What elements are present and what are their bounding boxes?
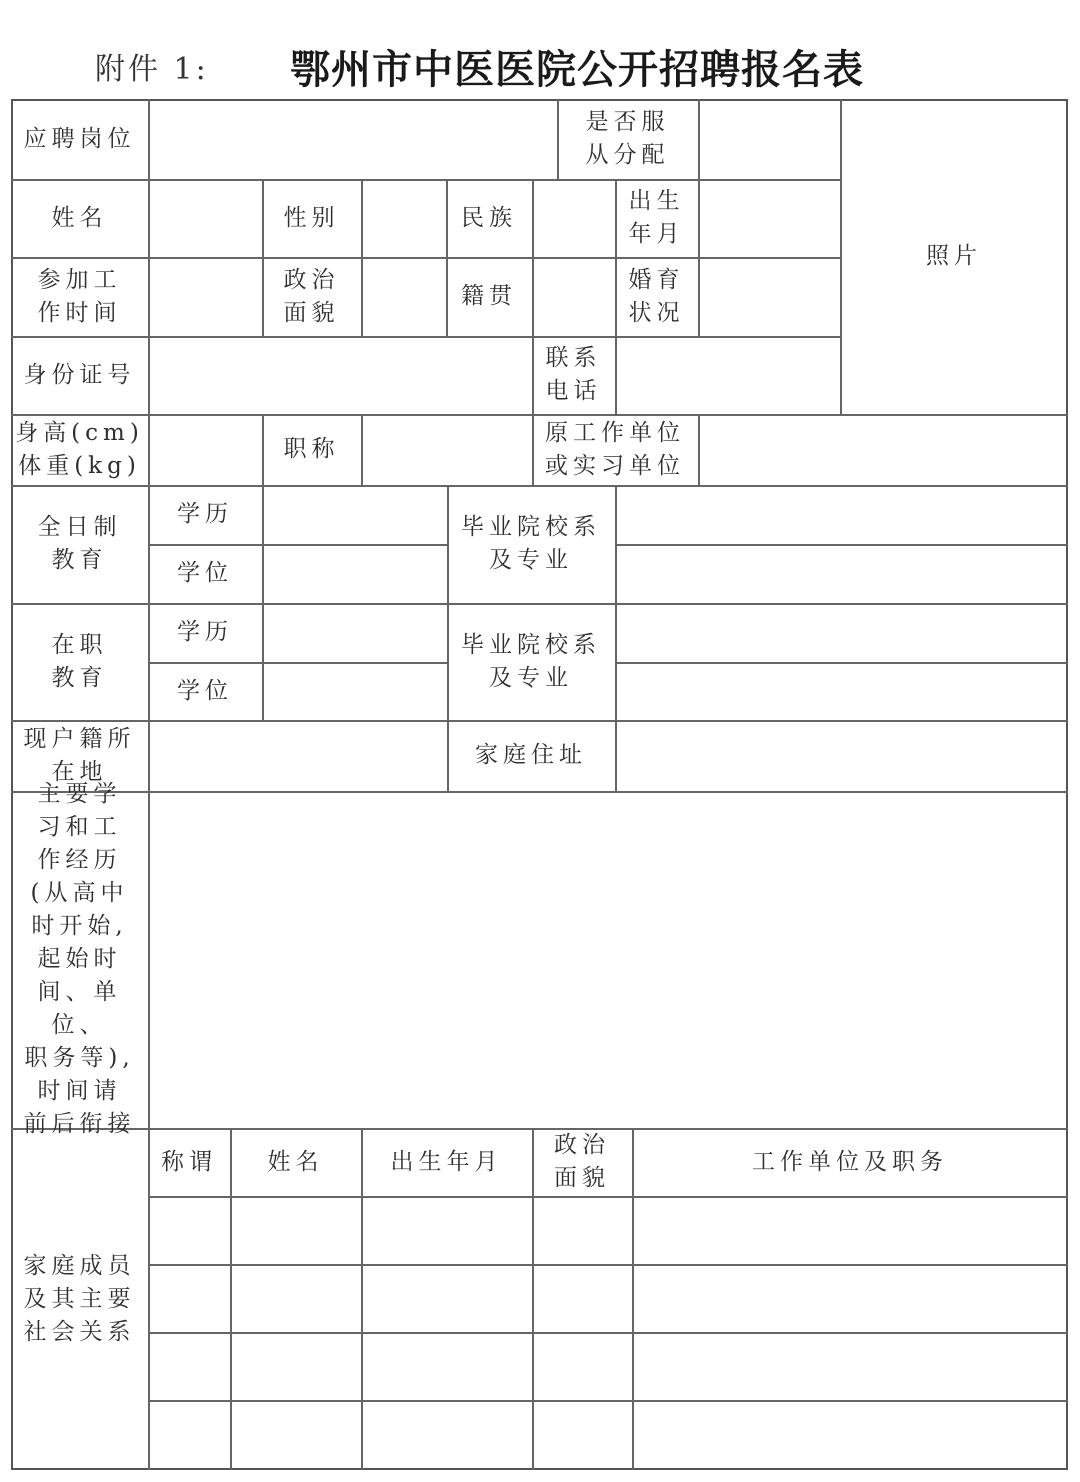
family-row-name-cell[interactable] bbox=[230, 1264, 361, 1332]
family-row-political-cell[interactable] bbox=[532, 1196, 632, 1264]
inservice-edu-label bbox=[11, 603, 148, 720]
hukou-label-line: 现户籍所 bbox=[23, 725, 136, 752]
prev-employer-label bbox=[532, 414, 698, 485]
family-row-birth-cell[interactable] bbox=[361, 1196, 532, 1264]
inservice-edu-label-line: 在职 bbox=[51, 631, 108, 658]
fulltime-degree-field[interactable] bbox=[262, 544, 447, 603]
inservice-school-label-line: 毕业院校系 bbox=[461, 631, 601, 658]
family-header-relation bbox=[148, 1128, 230, 1196]
address-field[interactable] bbox=[615, 720, 1068, 791]
work-start-label-line: 作时间 bbox=[37, 299, 122, 326]
native-place-label bbox=[446, 257, 532, 336]
political-label bbox=[262, 257, 361, 336]
height-weight-label-line: 身高(cm) bbox=[15, 419, 144, 446]
inservice-major-field[interactable] bbox=[615, 662, 1068, 720]
fulltime-degree-level-field[interactable] bbox=[262, 485, 447, 544]
family-label-line: 及其主要 bbox=[23, 1285, 136, 1312]
gender-label-line: 性别 bbox=[283, 204, 340, 231]
phone-label bbox=[532, 336, 615, 414]
address-label bbox=[447, 720, 615, 791]
id-number-label-line: 身份证号 bbox=[23, 361, 136, 388]
height-weight-label bbox=[11, 414, 148, 485]
family-label-line: 家庭成员 bbox=[23, 1252, 136, 1279]
ethnicity-label-line: 民族 bbox=[461, 204, 517, 231]
attachment-label: 附件 1: bbox=[95, 52, 209, 87]
fulltime-school-label-line: 毕业院校系 bbox=[461, 514, 601, 540]
family-row-relation-cell[interactable] bbox=[148, 1400, 230, 1470]
family-row-relation-cell[interactable] bbox=[148, 1332, 230, 1400]
experience-label bbox=[11, 781, 148, 1137]
family-row-birth-cell[interactable] bbox=[361, 1264, 532, 1332]
id-number-label bbox=[11, 336, 148, 414]
inservice-degree-level-label bbox=[148, 603, 262, 662]
birth-label-line: 出生 bbox=[628, 188, 685, 214]
family-row-relation-cell[interactable] bbox=[148, 1264, 230, 1332]
family-row-birth-cell[interactable] bbox=[361, 1400, 532, 1470]
experience-label-line: 时间请 bbox=[37, 1078, 122, 1104]
photo-box-line: 照片 bbox=[926, 243, 982, 269]
inservice-degree-level-field[interactable] bbox=[262, 603, 447, 662]
name-label bbox=[11, 179, 148, 257]
title-label bbox=[262, 414, 361, 485]
family-header-birth bbox=[361, 1128, 532, 1196]
fulltime-school-label bbox=[447, 485, 615, 603]
experience-label-line: 前后衔接 bbox=[23, 1111, 136, 1137]
inservice-degree-level-label-line: 学历 bbox=[177, 619, 233, 645]
birth-label bbox=[615, 179, 698, 257]
inservice-school-field[interactable] bbox=[615, 603, 1068, 662]
form-title: 鄂州市中医医院公开招聘报名表 bbox=[290, 46, 864, 93]
political-label-line: 面貌 bbox=[283, 299, 340, 326]
native-place-field[interactable] bbox=[532, 257, 615, 336]
family-row-political-cell[interactable] bbox=[532, 1332, 632, 1400]
address-label-line: 家庭住址 bbox=[475, 742, 587, 768]
fulltime-degree-label bbox=[148, 544, 262, 603]
accept-assignment-label-line: 是否服 bbox=[585, 109, 670, 135]
accept-assignment-label bbox=[557, 99, 698, 179]
photo-box bbox=[840, 99, 1068, 414]
accept-assignment-label-line: 从分配 bbox=[585, 142, 670, 168]
ethnicity-label bbox=[446, 179, 532, 257]
family-header-birth-line: 出生年月 bbox=[390, 1148, 503, 1175]
inservice-degree-label-line: 学位 bbox=[177, 677, 233, 704]
hukou-label-line: 在地 bbox=[51, 758, 108, 785]
family-label bbox=[11, 1128, 148, 1470]
inservice-edu-label-line: 教育 bbox=[51, 664, 108, 691]
ethnicity-field[interactable] bbox=[532, 179, 615, 257]
family-row-employer-cell[interactable] bbox=[632, 1264, 1068, 1332]
id-number-field[interactable] bbox=[148, 336, 532, 414]
name-label-line: 姓名 bbox=[51, 204, 108, 231]
family-header-relation-line: 称谓 bbox=[161, 1148, 217, 1175]
native-place-label-line: 籍贯 bbox=[461, 283, 517, 309]
accept-assignment-field[interactable] bbox=[698, 99, 840, 179]
experience-field[interactable] bbox=[148, 791, 1068, 1128]
family-row-political-cell[interactable] bbox=[532, 1400, 632, 1470]
position-label bbox=[11, 99, 148, 179]
family-row-name-cell[interactable] bbox=[230, 1332, 361, 1400]
family-row-employer-cell[interactable] bbox=[632, 1332, 1068, 1400]
fulltime-edu-label-line: 教育 bbox=[51, 547, 108, 573]
family-row-employer-cell[interactable] bbox=[632, 1400, 1068, 1470]
inservice-degree-label bbox=[148, 662, 262, 720]
fulltime-degree-label-line: 学位 bbox=[177, 560, 233, 586]
family-header-political-line: 面貌 bbox=[554, 1165, 610, 1191]
work-start-label bbox=[11, 257, 148, 336]
birth-field[interactable] bbox=[698, 179, 840, 257]
marital-label-line: 婚育 bbox=[628, 266, 685, 293]
gender-label bbox=[262, 179, 361, 257]
political-field[interactable] bbox=[361, 257, 446, 336]
fulltime-degree-level-label bbox=[148, 485, 262, 544]
height-weight-label-line: 体重(kg) bbox=[18, 452, 141, 479]
family-header-political-line: 政治 bbox=[554, 1132, 610, 1158]
fulltime-degree-level-label-line: 学历 bbox=[177, 501, 233, 527]
gender-field[interactable] bbox=[361, 179, 446, 257]
experience-label-line: 职务等), bbox=[24, 1045, 135, 1071]
family-header-name bbox=[230, 1128, 361, 1196]
name-field[interactable] bbox=[148, 179, 262, 257]
phone-label-line: 电话 bbox=[545, 378, 602, 404]
marital-field[interactable] bbox=[698, 257, 840, 336]
height-weight-field[interactable] bbox=[148, 414, 262, 485]
family-row-employer-cell[interactable] bbox=[632, 1196, 1068, 1264]
family-header-employer-line: 工作单位及职务 bbox=[752, 1148, 948, 1175]
phone-label-line: 联系 bbox=[545, 345, 602, 371]
phone-field[interactable] bbox=[615, 336, 840, 414]
experience-label-line: 主要学 bbox=[37, 781, 122, 807]
title-label-line: 职称 bbox=[283, 436, 340, 462]
fulltime-edu-label-line: 全日制 bbox=[37, 514, 122, 540]
experience-label-line: 间、单位、 bbox=[37, 979, 122, 1038]
family-row-birth-cell[interactable] bbox=[361, 1332, 532, 1400]
family-header-political bbox=[532, 1128, 632, 1196]
title-field[interactable] bbox=[361, 414, 532, 485]
position-field[interactable] bbox=[148, 99, 557, 179]
experience-label-line: 起始时 bbox=[37, 946, 122, 972]
family-header-employer bbox=[632, 1128, 1068, 1196]
family-row-relation-cell[interactable] bbox=[148, 1196, 230, 1264]
experience-label-line: 时开始, bbox=[31, 913, 128, 939]
prev-employer-label-line: 原工作单位 bbox=[545, 419, 685, 446]
family-header-name-line: 姓名 bbox=[267, 1148, 324, 1175]
position-label-line: 应聘岗位 bbox=[23, 125, 136, 152]
prev-employer-field[interactable] bbox=[698, 414, 1068, 485]
family-row-name-cell[interactable] bbox=[230, 1196, 361, 1264]
inservice-school-label-line: 及专业 bbox=[489, 664, 573, 691]
experience-label-line: 作经历 bbox=[37, 847, 122, 873]
hukou-field[interactable] bbox=[148, 720, 447, 791]
marital-label bbox=[615, 257, 698, 336]
work-start-field[interactable] bbox=[148, 257, 262, 336]
family-row-name-cell[interactable] bbox=[230, 1400, 361, 1470]
prev-employer-label-line: 或实习单位 bbox=[545, 452, 685, 479]
fulltime-school-label-line: 及专业 bbox=[489, 547, 573, 573]
fulltime-major-field[interactable] bbox=[615, 544, 1068, 603]
inservice-school-label bbox=[447, 603, 615, 720]
experience-label-line: (从高中 bbox=[30, 880, 129, 906]
family-label-line: 社会关系 bbox=[23, 1318, 136, 1345]
experience-label-line: 习和工 bbox=[37, 814, 122, 840]
fulltime-school-field[interactable] bbox=[615, 485, 1068, 544]
marital-label-line: 状况 bbox=[628, 299, 685, 326]
work-start-label-line: 参加工 bbox=[37, 266, 122, 293]
family-row-political-cell[interactable] bbox=[532, 1264, 632, 1332]
birth-label-line: 年月 bbox=[628, 221, 685, 247]
inservice-degree-field[interactable] bbox=[262, 662, 447, 720]
political-label-line: 政治 bbox=[283, 266, 340, 293]
fulltime-edu-label bbox=[11, 485, 148, 603]
